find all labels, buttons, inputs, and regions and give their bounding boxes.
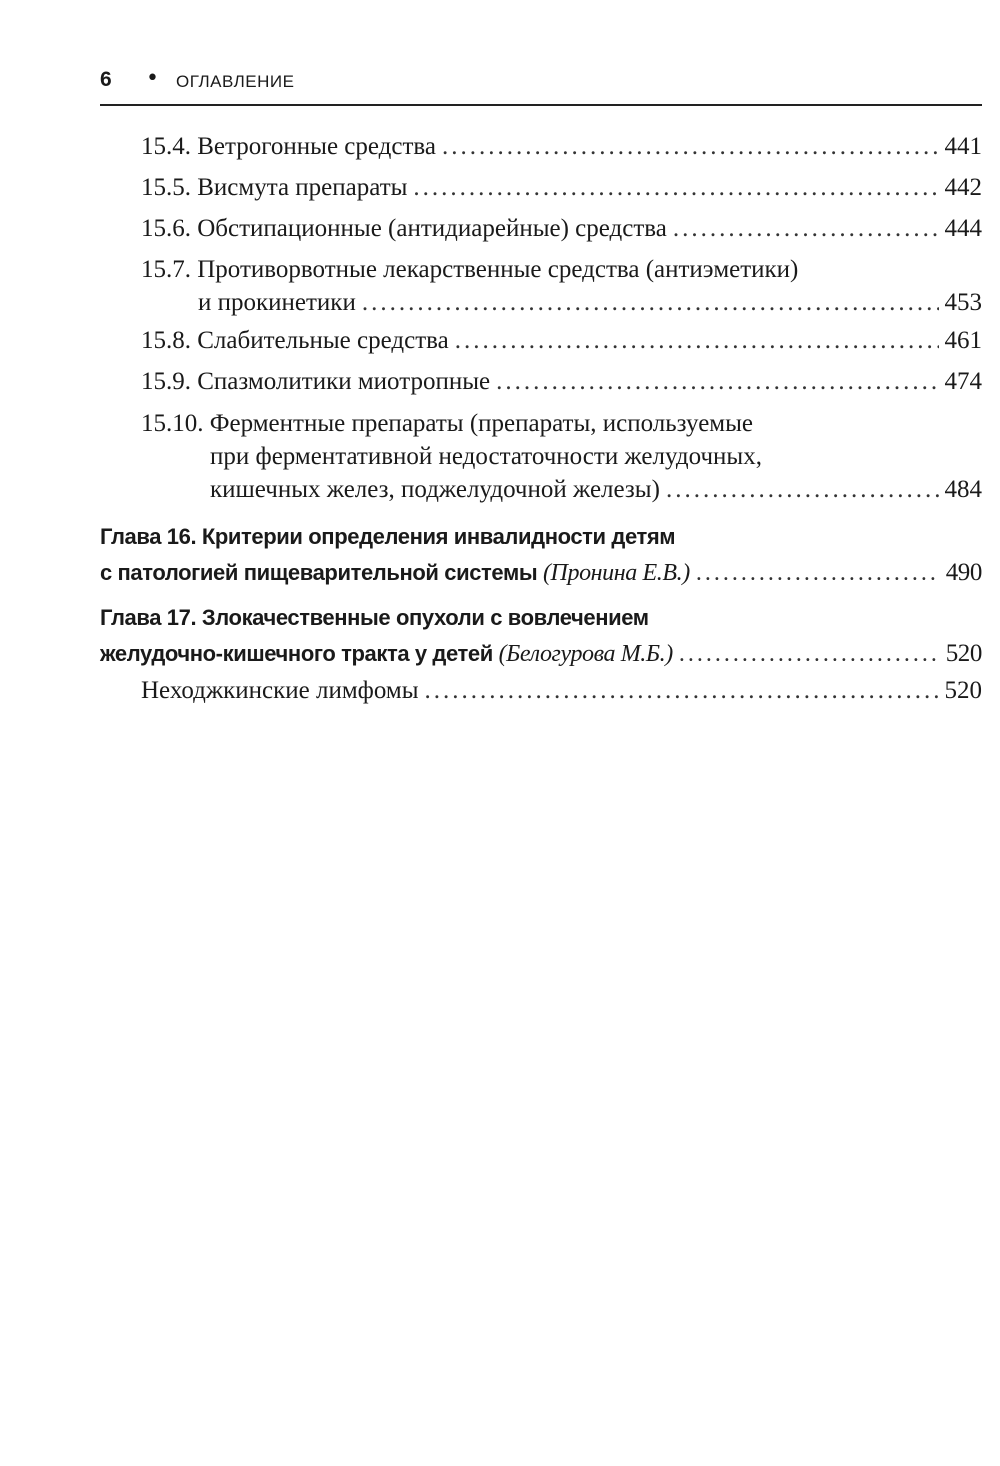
entry-number: 15.5. [141,174,191,201]
chapter-title-line-1: Глава 16. Критерии определения инвалидности детям [100,524,676,549]
entry-title: Слабительные средства [197,327,449,354]
chapter-title-line-2: с патологией пищеварительной системы [100,560,538,585]
chapter-author: (Пронина Е.В.) [542,560,690,586]
entry-page: 520 [944,677,982,704]
entry-title: Неходжкинские лимфомы [141,677,419,704]
dot-leader [696,560,940,587]
page-number: 6 [100,68,112,91]
entry-page: 484 [944,476,982,503]
entry-number: 15.8. [141,327,191,354]
dot-leader [362,289,939,317]
entry-title-line-2: и прокинетики [198,289,356,316]
dot-leader [679,641,940,668]
chapter-page: 490 [945,559,982,586]
entry-number: 15.7. [141,256,191,283]
entry-title-line-3: кишечных желез, поджелудочной железы) [210,476,660,503]
chapter-page: 520 [945,640,982,667]
dot-leader [455,327,939,355]
dot-leader [496,368,938,396]
entry-number: 15.4. [141,133,191,160]
entry-title: Спазмолитики миотропные [197,368,491,395]
toc-entry[interactable] [141,368,982,396]
toc-entry[interactable] [141,410,982,510]
entry-number: 15.10. [141,410,204,437]
entry-page: 474 [944,368,982,395]
toc-chapter[interactable] [100,605,982,675]
chapter-title-line-1: Глава 17. Злокачественные опухоли с вовлечением [100,605,649,630]
running-title: ОГЛАВЛЕНИЕ [176,72,295,91]
dot-leader [425,677,939,705]
entry-title: Висмута препараты [197,174,408,201]
entry-page: 442 [944,174,982,201]
chapter-author: (Белогурова М.Б.) [498,641,673,667]
entry-page: 461 [944,327,982,354]
dot-leader [442,133,939,161]
toc-entry[interactable] [141,327,982,355]
toc-entry[interactable] [141,133,982,161]
entry-page: 441 [944,133,982,160]
bullet-glyph: • [146,66,159,91]
toc-entry[interactable] [141,174,982,202]
dot-leader [673,215,939,243]
dot-leader [666,476,939,504]
entry-page: 453 [944,289,982,316]
entry-title-line-2: при ферментативной недостаточности желудочных, [210,443,762,470]
entry-title-line-1: Противорвотные лекарственные средства (антиэметики) [197,256,799,283]
entry-title: Ветрогонные средства [197,133,436,160]
running-header [100,66,982,106]
toc-chapter[interactable] [100,524,982,594]
entry-number: 15.6. [141,215,191,242]
toc-entry[interactable] [141,256,982,326]
toc-entry[interactable] [141,215,982,243]
chapter-title-line-2: желудочно-кишечного тракта у детей [100,641,493,666]
entry-title-line-1: Ферментные препараты (препараты, используемые [209,410,754,437]
entry-page: 444 [944,215,982,242]
entry-title: Обстипационные (антидиарейные) средства [197,215,667,242]
entry-number: 15.9. [141,368,191,395]
toc-entry[interactable] [141,677,982,705]
dot-leader [413,174,938,202]
